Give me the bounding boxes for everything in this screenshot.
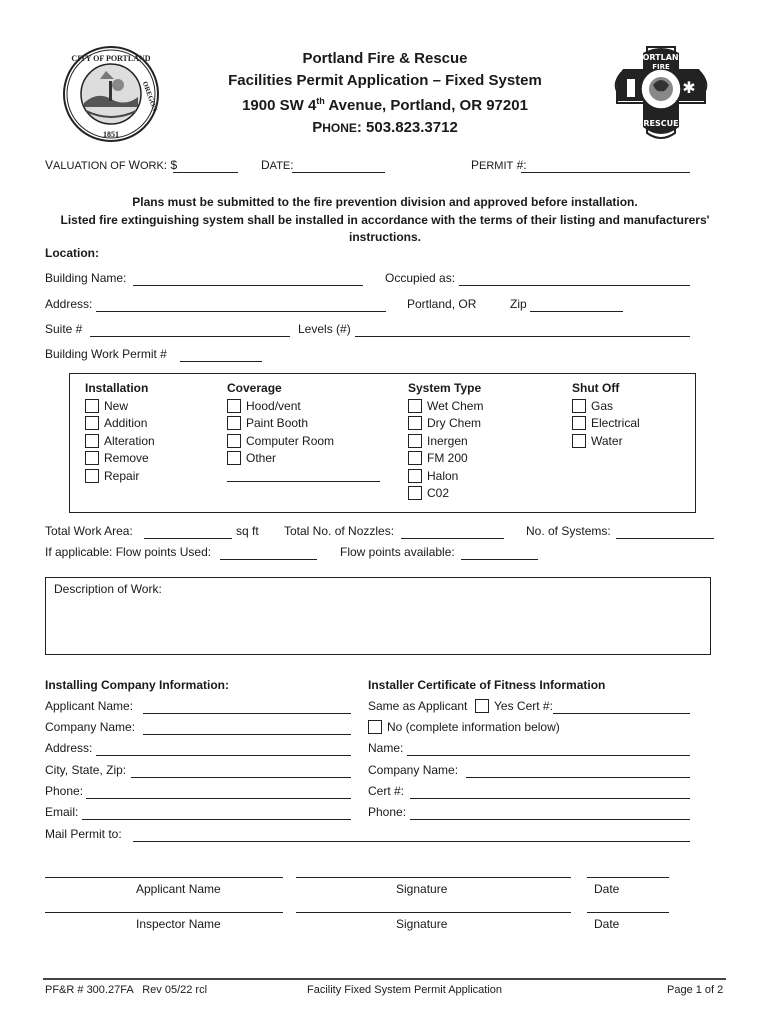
date-label: DATE: — [261, 158, 294, 172]
system-type-title: System Type — [408, 381, 482, 395]
company-name-label: Company Name: — [45, 720, 136, 734]
page-header — [170, 48, 600, 139]
footer-title: Facility Fixed System Permit Application — [307, 984, 503, 996]
zip-label: Zip — [510, 297, 527, 311]
other-coverage-input[interactable] — [227, 481, 380, 482]
occupied-as-input[interactable] — [459, 285, 690, 286]
systems-count-input[interactable] — [616, 538, 714, 539]
checkbox-other[interactable]: Other — [227, 450, 334, 468]
submission-notice: Plans must be submitted to the fire prevention division and approved before installation. Listed fire extinguishing system shall be installed in accordance with the terms of their listing and manufacturers' instructions. — [60, 195, 710, 244]
company-email-label: Email: — [45, 805, 79, 819]
applicant-signature-line[interactable] — [296, 877, 571, 878]
coverage-column — [227, 380, 334, 468]
installer-cert-input[interactable] — [410, 798, 690, 799]
checkbox-yes-cert[interactable]: Yes Cert #: — [475, 699, 553, 713]
checkbox-no-cert[interactable]: No (complete information below) — [368, 720, 560, 734]
svg-text:✱: ✱ — [682, 78, 696, 97]
checkbox-co2[interactable]: C02 — [408, 485, 483, 503]
company-phone-label: Phone: — [45, 784, 84, 798]
checkbox-wet-chem[interactable]: Wet Chem — [408, 398, 483, 416]
inspector-name-sign-line[interactable] — [45, 912, 283, 913]
seal-top-text: CITY OF PORTLAND — [71, 54, 151, 63]
seal-year-text: 1851 — [103, 130, 119, 139]
occupied-as-label: Occupied as: — [385, 271, 456, 285]
checkbox-gas[interactable]: Gas — [572, 398, 640, 416]
signature-caption-2: Signature — [396, 917, 448, 931]
mail-permit-label: Mail Permit to: — [45, 827, 122, 841]
badge-bottom-text: RESCUE — [643, 119, 679, 128]
applicant-date-line[interactable] — [587, 877, 669, 878]
checkbox-new[interactable]: New — [85, 398, 155, 416]
fire-rescue-badge-logo — [613, 43, 709, 143]
flow-used-label: If applicable: Flow points Used: — [45, 545, 212, 559]
company-address-input[interactable] — [96, 755, 351, 756]
permit-number-label: PERMIT #: — [471, 158, 527, 172]
city-state-zip-input[interactable] — [131, 777, 351, 778]
nozzles-input[interactable] — [401, 538, 504, 539]
building-permit-input[interactable] — [180, 361, 262, 362]
valuation-input[interactable] — [173, 172, 238, 173]
description-label: Description of Work: — [54, 582, 162, 596]
address-input[interactable] — [96, 311, 386, 312]
date-caption-1: Date — [594, 882, 620, 896]
checkbox-computer-room[interactable]: Computer Room — [227, 433, 334, 451]
total-work-area-label: Total Work Area: — [45, 524, 133, 538]
footer-page-number: Page 1 of 2 — [667, 984, 724, 996]
date-input[interactable] — [292, 172, 385, 173]
header-phone: PHONE: 503.823.3712 — [312, 118, 458, 136]
installation-title: Installation — [85, 381, 149, 395]
checkbox-electrical[interactable]: Electrical — [572, 415, 640, 433]
badge-top-text: PORTLAND — [636, 53, 686, 62]
city-state-zip-label: City, State, Zip: — [45, 763, 127, 777]
levels-label: Levels (#) — [298, 322, 351, 336]
flow-available-label: Flow points available: — [340, 545, 455, 559]
permit-number-input[interactable] — [521, 172, 690, 173]
systems-count-label: No. of Systems: — [526, 524, 611, 538]
checkbox-dry-chem[interactable]: Dry Chem — [408, 415, 483, 433]
suite-label: Suite # — [45, 322, 83, 336]
coverage-title: Coverage — [227, 381, 282, 395]
shut-off-title: Shut Off — [572, 381, 620, 395]
address-label: Address: — [45, 297, 93, 311]
checkbox-addition[interactable]: Addition — [85, 415, 155, 433]
nozzles-label: Total No. of Nozzles: — [284, 524, 395, 538]
checkbox-hood-vent[interactable]: Hood/vent — [227, 398, 334, 416]
inspector-name-caption: Inspector Name — [136, 917, 221, 931]
levels-input[interactable] — [355, 336, 690, 337]
zip-input[interactable] — [530, 311, 623, 312]
footer-form-number: PF&R # 300.27FA Rev 05/22 rcl — [45, 984, 208, 996]
inspector-signature-line[interactable] — [296, 912, 571, 913]
installer-company-label: Company Name: — [368, 763, 459, 777]
checkbox-paint-booth[interactable]: Paint Booth — [227, 415, 334, 433]
building-permit-label: Building Work Permit # — [45, 347, 167, 361]
same-as-applicant-label: Same as Applicant — [368, 699, 468, 713]
company-name-input[interactable] — [143, 734, 351, 735]
valuation-row: VALUATION OF WORK: $ — [45, 158, 178, 172]
badge-mid-text: FIRE — [652, 63, 670, 71]
applicant-name-caption: Applicant Name — [136, 882, 221, 896]
checkbox-remove[interactable]: Remove — [85, 450, 155, 468]
flow-used-input[interactable] — [220, 559, 317, 560]
city-label: Portland, OR — [407, 297, 477, 311]
company-address-label: Address: — [45, 741, 93, 755]
installer-name-input[interactable] — [407, 755, 690, 756]
checkbox-repair[interactable]: Repair — [85, 468, 155, 486]
checkbox-halon[interactable]: Halon — [408, 468, 483, 486]
seal-right-text: OREGON — [140, 80, 159, 113]
installer-heading: Installer Certificate of Fitness Information — [368, 678, 606, 692]
company-phone-input[interactable] — [86, 798, 351, 799]
checkbox-alteration[interactable]: Alteration — [85, 433, 155, 451]
mail-permit-input[interactable] — [133, 841, 690, 842]
total-work-area-input[interactable] — [144, 538, 232, 539]
building-name-label: Building Name: — [45, 271, 127, 285]
applicant-name-sign-line[interactable] — [45, 877, 283, 878]
city-seal-logo — [62, 45, 160, 143]
checkbox-inergen[interactable]: Inergen — [408, 433, 483, 451]
location-heading: Location: — [45, 246, 99, 260]
installer-company-input[interactable] — [466, 777, 690, 778]
building-name-input[interactable] — [133, 285, 363, 286]
applicant-name-input[interactable] — [143, 713, 351, 714]
installer-name-label: Name: — [368, 741, 404, 755]
signature-caption-1: Signature — [396, 882, 448, 896]
installer-phone-label: Phone: — [368, 805, 407, 819]
system-type-column — [408, 380, 483, 503]
installation-column — [85, 380, 155, 485]
applicant-name-label: Applicant Name: — [45, 699, 134, 713]
date-caption-2: Date — [594, 917, 620, 931]
suite-input[interactable] — [90, 336, 290, 337]
description-box[interactable] — [45, 577, 711, 655]
header-line-2: Facilities Permit Application – Fixed System — [228, 71, 542, 89]
footer-rule — [43, 978, 726, 980]
header-address: 1900 SW 4th Avenue, Portland, OR 97201 — [242, 96, 528, 114]
flow-available-input[interactable] — [461, 559, 538, 560]
cert-number-input[interactable] — [553, 713, 690, 714]
installer-cert-label: Cert #: — [368, 784, 405, 798]
header-line-1: Portland Fire & Rescue — [302, 50, 468, 67]
company-email-input[interactable] — [82, 819, 351, 820]
inspector-date-line[interactable] — [587, 912, 669, 913]
checkbox-water[interactable]: Water — [572, 433, 640, 451]
sqft-label: sq ft — [236, 524, 259, 538]
checkbox-fm200[interactable]: FM 200 — [408, 450, 483, 468]
installer-phone-input[interactable] — [410, 819, 690, 820]
shut-off-column — [572, 380, 640, 450]
company-heading: Installing Company Information: — [45, 678, 230, 692]
